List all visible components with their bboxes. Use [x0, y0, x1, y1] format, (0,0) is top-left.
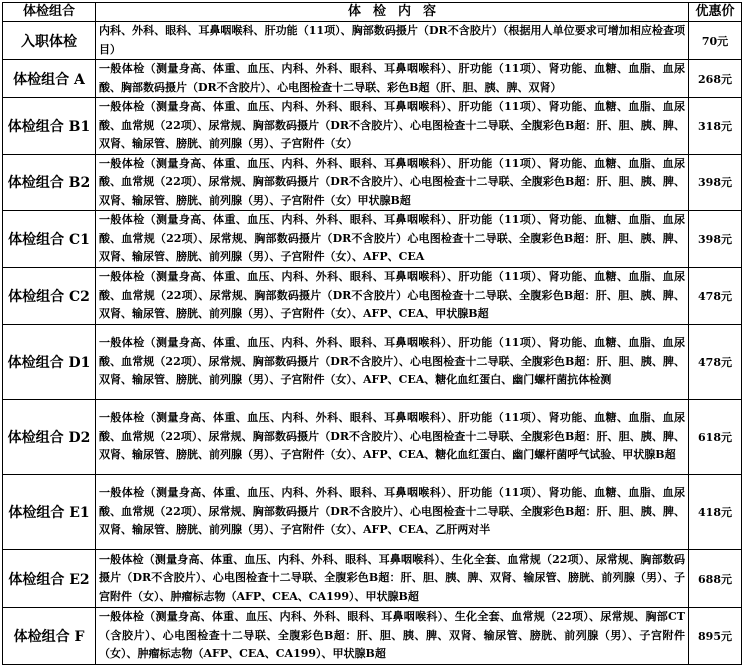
package-content: 一般体检（测量身高、体重、血压、内科、外科、眼科、耳鼻咽喉科）、生化全套、血常规（22项）、尿常规、胸部数码摄片（DR不含胶片）、心电图检查十二导联、全腹彩色B超：肝、胆、胰、脾、双肾、输尿管、膀胱、前列腺（男）、子宫附件（女）、肿瘤标志物（AFP、CEA、CA199）、甲状腺B超 [96, 550, 689, 608]
package-name: 体检组合 B2 [3, 154, 96, 211]
package-name: 体检组合 E1 [3, 475, 96, 550]
package-content: 一般体检（测量身高、体重、血压、内科、外科、眼科、耳鼻咽喉科）、肝功能（11项）、肾功能、血糖、血脂、血尿酸、血常规（22项）、尿常规、胸部数码摄片（DR不含胶片）心电图检查十二导联、全腹彩色B超：肝、胆、胰、脾、双肾、输尿管、膀胱、前列腺（男）、子宫附件（女）、AFP、CEA、甲状腺B超 [96, 268, 689, 325]
package-price: 398元 [689, 211, 742, 268]
package-name: 体检组合 B1 [3, 98, 96, 155]
package-price: 418元 [689, 475, 742, 550]
package-content: 一般体检（测量身高、体重、血压、内科、外科、眼科、耳鼻咽喉科）、肝功能（11项）、肾功能、血糖、血脂、血尿酸、血常规（22项）、尿常规、胸部数码摄片（DR不含胶片）、心电图检查十二导联、全腹彩色B超：肝、胆、胰、脾、双肾、输尿管、膀胱、前列腺（男）、子宫附件（女）、AFP、CEA、糖化血红蛋白、幽门螺杆菌抗体检测 [96, 325, 689, 400]
table-row [3, 325, 742, 400]
package-name: 体检组合 D2 [3, 400, 96, 475]
package-content: 一般体检（测量身高、体重、血压、内科、外科、眼科、耳鼻咽喉科）、肝功能（11项）、肾功能、血糖、血脂、血尿酸、血常规（22项）、尿常规、胸部数码摄片（DR不含胶片）、心电图检查十二导联、全腹彩色B超：肝、胆、胰、脾、双肾、输尿管、膀胱、前列腺（男）、子宫附件（女） [96, 98, 689, 155]
table-row [3, 98, 742, 155]
table-row [3, 154, 742, 211]
package-content: 一般体检（测量身高、体重、血压、内科、外科、眼科、耳鼻咽喉科）、肝功能（11项）、肾功能、血糖、血脂、血尿酸、胸部数码摄片（DR不含胶片）、心电图检查十二导联、彩色B超（肝、胆、胰、脾、双肾） [96, 60, 689, 98]
package-price: 478元 [689, 325, 742, 400]
package-name: 体检组合 C1 [3, 211, 96, 268]
package-name: 体检组合 A [3, 60, 96, 98]
table-row [3, 550, 742, 608]
package-name: 体检组合 D1 [3, 325, 96, 400]
package-price: 70元 [689, 22, 742, 60]
table-row [3, 268, 742, 325]
package-price: 398元 [689, 154, 742, 211]
package-content: 一般体检（测量身高、体重、血压、内科、外科、眼科、耳鼻咽喉科）、肝功能（11项）、肾功能、血糖、血脂、血尿酸、血常规（22项）、尿常规、胸部数码摄片（DR不含胶片）、心电图检查十二导联、全腹彩色B超：肝、胆、胰、脾、双肾、输尿管、膀胱、前列腺（男）、子宫附件（女）、AFP、CEA、糖化血红蛋白、幽门螺杆菌呼气试验、甲状腺B超 [96, 400, 689, 475]
header-content: 体检内容 [96, 3, 689, 22]
table-row [3, 475, 742, 550]
package-price: 688元 [689, 550, 742, 608]
header-combo: 体检组合 [3, 3, 96, 22]
package-content: 一般体检（测量身高、体重、血压、内科、外科、眼科、耳鼻咽喉科）、肝功能（11项）、肾功能、血糖、血脂、血尿酸、血常规（22项）、尿常规、胸部数码摄片（DR不含胶片）心电图检查十二导联、全腹彩色B超：肝、胆、胰、脾、双肾、输尿管、膀胱、前列腺（男）、子宫附件（女）、AFP、CEA [96, 211, 689, 268]
package-content: 一般体检（测量身高、体重、血压、内科、外科、眼科、耳鼻咽喉科）、生化全套、血常规（22项）、尿常规、胸部CT（含胶片）、心电图检查十二导联、全腹彩色B超：肝、胆、胰、脾、双肾、输尿管、膀胱、前列腺（男）、子宫附件（女）、肿瘤标志物（AFP、CEA、CA199）、甲状腺B超 [96, 608, 689, 665]
package-price: 478元 [689, 268, 742, 325]
package-name: 体检组合 F [3, 608, 96, 665]
package-price: 318元 [689, 98, 742, 155]
table-row [3, 60, 742, 98]
package-content: 一般体检（测量身高、体重、血压、内科、外科、眼科、耳鼻咽喉科）、肝功能（11项）、肾功能、血糖、血脂、血尿酸、血常规（22项）、尿常规、胸部数码摄片（DR不含胶片）、心电图检查十二导联、全腹彩色B超：肝、胆、胰、脾、双肾、输尿管、膀胱、前列腺（男）、子宫附件（女）甲状腺B超 [96, 154, 689, 211]
package-content: 一般体检（测量身高、体重、血压、内科、外科、眼科、耳鼻咽喉科）、肝功能（11项）、肾功能、血糖、血脂、血尿酸、血常规（22项）、尿常规、胸部数码摄片（DR不含胶片）、心电图检查十二导联、全腹彩色B超：肝、胆、胰、脾、双肾、输尿管、膀胱、前列腺（男）、子宫附件（女）、AFP、CEA、乙肝两对半 [96, 475, 689, 550]
table-row [3, 211, 742, 268]
package-price: 618元 [689, 400, 742, 475]
package-name: 入职体检 [3, 22, 96, 60]
package-name: 体检组合 C2 [3, 268, 96, 325]
table-row [3, 22, 742, 60]
table-row [3, 608, 742, 665]
package-price: 895元 [689, 608, 742, 665]
package-name: 体检组合 E2 [3, 550, 96, 608]
table-row [3, 400, 742, 475]
header-row [3, 3, 742, 22]
header-price: 优惠价 [689, 3, 742, 22]
package-price: 268元 [689, 60, 742, 98]
package-content: 内科、外科、眼科、耳鼻咽喉科、肝功能（11项）、胸部数码摄片（DR不含胶片）（根据用人单位要求可增加相应检查项目） [96, 22, 689, 60]
checkup-package-table [2, 2, 742, 665]
